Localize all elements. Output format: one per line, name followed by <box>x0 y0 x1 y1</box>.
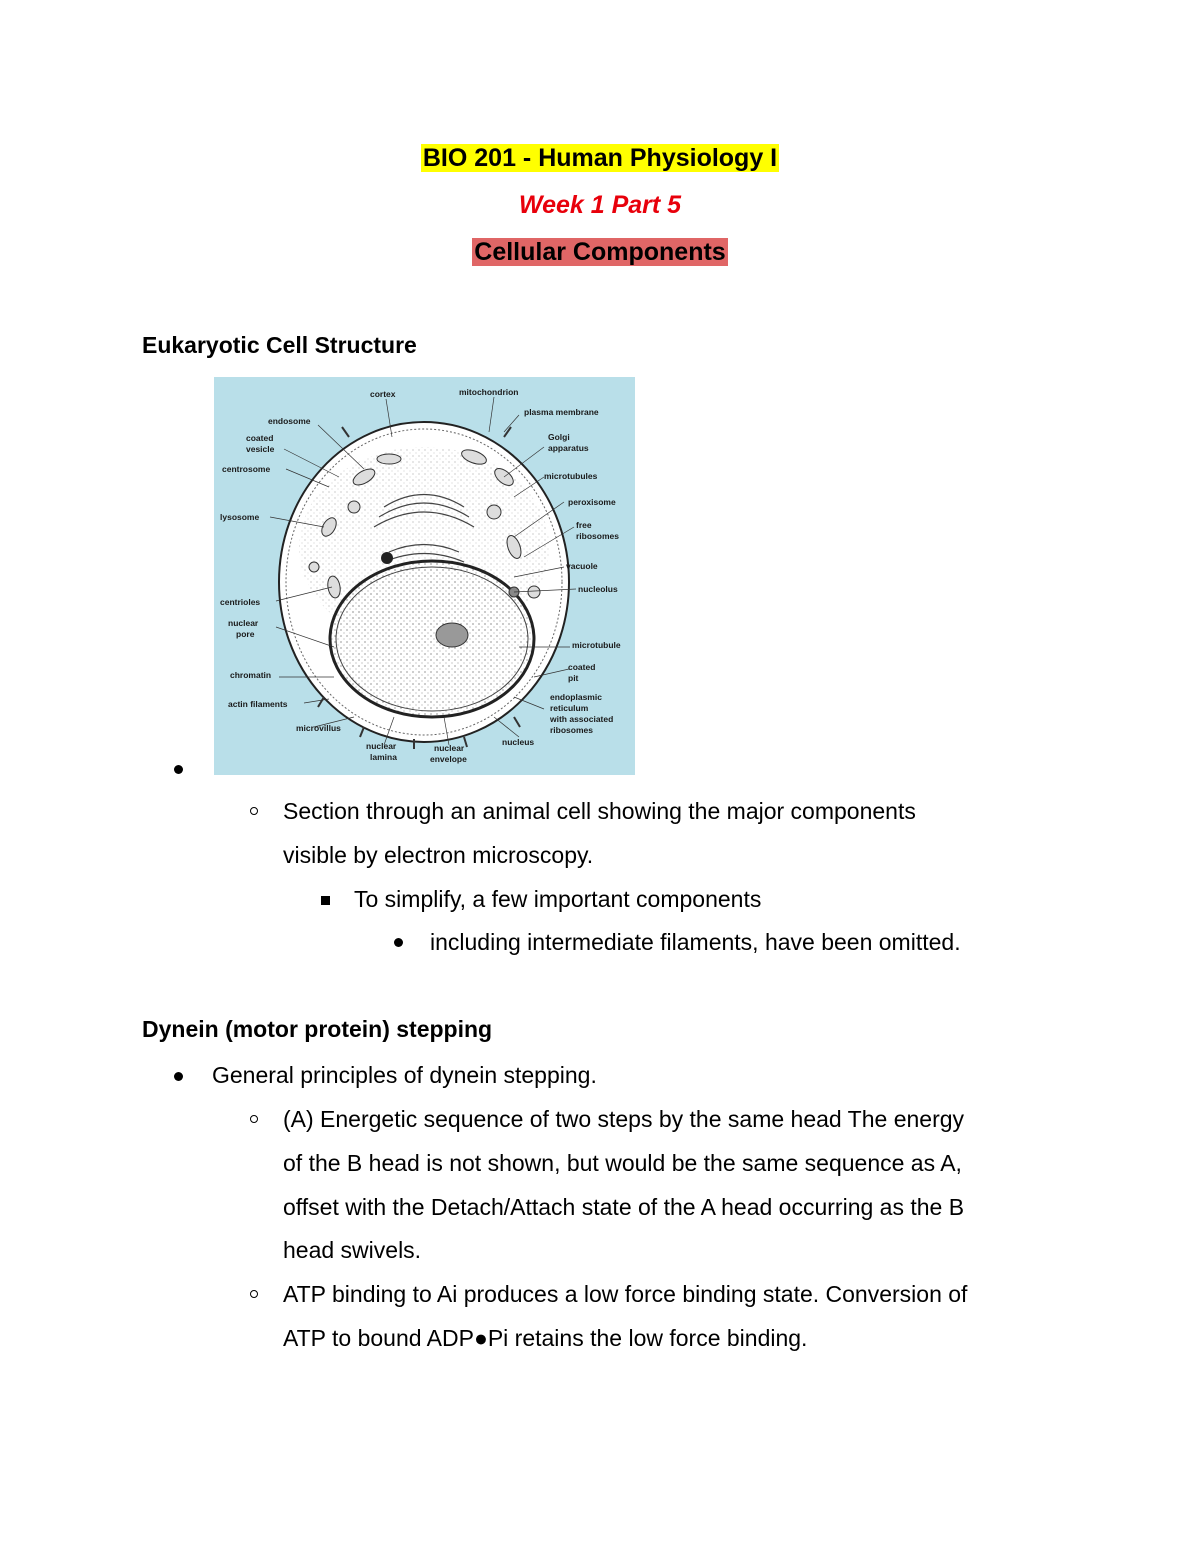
label-nuclear-envelope-1: nuclear <box>434 743 465 753</box>
nucleus-shape <box>330 561 534 717</box>
label-endosome: endosome <box>268 416 311 426</box>
point1b-line-1: ATP binding to Ai produces a low force binding state. Conversion of <box>283 1281 968 1307</box>
label-nuclear-pore-2: pore <box>236 629 255 639</box>
sub-sub-point-text: including intermediate filaments, have been omitted. <box>430 929 961 955</box>
label-microtubules: microtubules <box>544 471 598 481</box>
label-mitochondrion: mitochondrion <box>459 387 519 397</box>
label-coated-pit-1: coated <box>568 662 596 672</box>
topic-title <box>0 236 1200 268</box>
label-microtubule: microtubule <box>572 640 621 650</box>
cell-diagram-figure <box>214 377 635 775</box>
point1a-line-4: head swivels. <box>283 1237 422 1263</box>
course-title <box>0 142 1200 174</box>
bullet-circle-caption <box>250 807 258 815</box>
bullet-disc-point1 <box>174 1072 183 1081</box>
label-chromatin: chromatin <box>230 670 272 680</box>
label-plasma-membrane: plasma membrane <box>524 407 599 417</box>
caption-line-1: Section through an animal cell showing the major components <box>283 798 916 824</box>
label-golgi-2: apparatus <box>548 443 589 453</box>
label-vacuole: vacuole <box>566 561 598 571</box>
label-microvillus: microvillus <box>296 723 341 733</box>
label-coated-vesicle-1: coated <box>246 433 274 443</box>
section-heading-dynein: Dynein (motor protein) stepping <box>142 1016 493 1042</box>
label-nucleolus: nucleolus <box>578 584 618 594</box>
point1b-line-2: ATP to bound ADP●Pi retains the low force binding. <box>283 1325 808 1351</box>
bullet-circle-point1a <box>250 1115 258 1123</box>
topic-title-text: Cellular Components <box>474 238 726 266</box>
point1a-line-1: (A) Energetic sequence of two steps by the same head The energy <box>283 1106 965 1132</box>
label-coated-pit-2: pit <box>568 673 579 683</box>
figure-bullet <box>174 765 183 774</box>
label-nucleus: nucleus <box>502 737 535 747</box>
label-er-2: reticulum <box>550 703 589 713</box>
label-er-1: endoplasmic <box>550 692 602 702</box>
label-nuclear-lamina-2: lamina <box>370 752 397 762</box>
label-er-4: ribosomes <box>550 725 593 735</box>
section-heading-eukaryotic: Eukaryotic Cell Structure <box>142 332 417 358</box>
course-title-text: BIO 201 - Human Physiology I <box>422 144 778 172</box>
label-centrioles: centrioles <box>220 597 261 607</box>
cell-diagram <box>214 377 635 775</box>
bullet-circle-point1b <box>250 1290 258 1298</box>
label-nuclear-pore-1: nuclear <box>228 618 259 628</box>
label-free-ribosomes-1: free <box>576 520 592 530</box>
label-nuclear-lamina-1: nuclear <box>366 741 397 751</box>
week-subtitle <box>0 189 1200 221</box>
label-peroxisome: peroxisome <box>568 497 616 507</box>
label-free-ribosomes-2: ribosomes <box>576 531 619 541</box>
bullet-disc-subsubpoint <box>394 938 403 947</box>
week-subtitle-text: Week 1 Part 5 <box>518 191 682 219</box>
label-golgi-1: Golgi <box>548 432 570 442</box>
label-nuclear-envelope-2: envelope <box>430 754 467 764</box>
label-er-3: with associated <box>550 714 614 724</box>
point1a-line-3: offset with the Detach/Attach state of the A head occurring as the B <box>283 1194 965 1220</box>
caption-line-2: visible by electron microscopy. <box>283 842 594 868</box>
bullet-square-subpoint <box>321 896 330 905</box>
label-actin-filaments: actin filaments <box>228 699 288 709</box>
label-centrosome: centrosome <box>222 464 271 474</box>
point1-text: General principles of dynein stepping. <box>212 1062 597 1088</box>
label-cortex: cortex <box>370 389 396 399</box>
label-lysosome: lysosome <box>220 512 260 522</box>
label-coated-vesicle-2: vesicle <box>246 444 275 454</box>
point1a-line-2: of the B head is not shown, but would be the same sequence as A, <box>283 1150 962 1176</box>
sub-point-text: To simplify, a few important components <box>354 886 762 912</box>
